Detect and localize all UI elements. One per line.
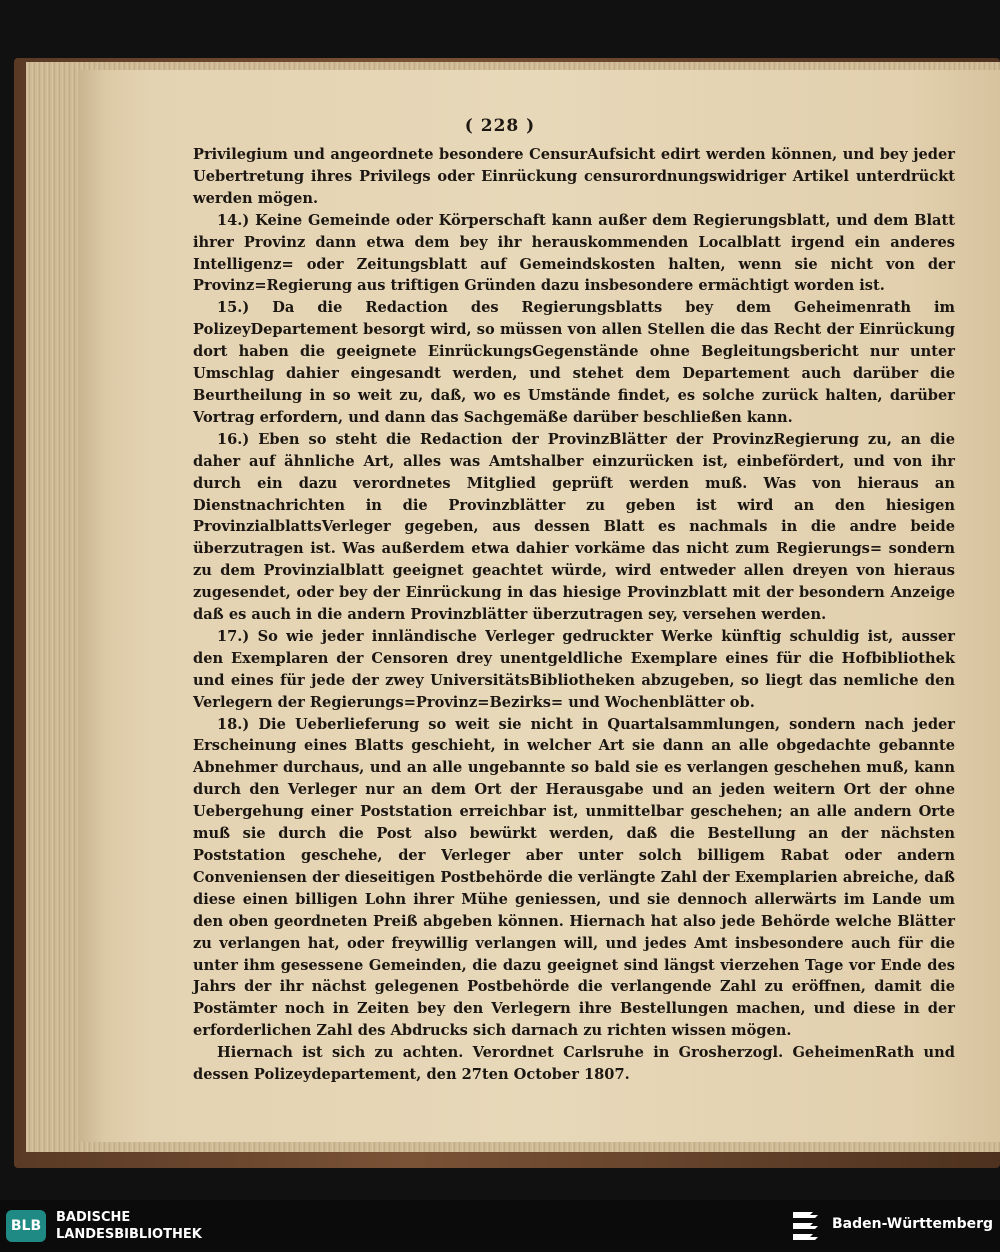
baden-wuerttemberg-label[interactable]: Baden-Württemberg <box>832 1216 994 1232</box>
paragraph-17: 17.) So wie jeder innländische Verleger gedruckter Werke künftig schuldig ist, ausser den Exemplaren der Censoren drey unentgeldliche Exemplare eines für die Hofbibliothek und eines für jede der zwey UniversitätsBibliotheken abzugeben, so liegt das nemliche den Verlegern der Regierungs=Provinz=Bezirks= und Wochenblätter ob. <box>193 627 955 711</box>
page-number: ( 228 ) <box>464 116 536 136</box>
paragraph-16: 16.) Eben so steht die Redaction der ProvinzBlätter der ProvinzRegierung zu, an die daher auf ähnliche Art, alles was Amtshalber einzurücken ist, einbefördert, und von ihr durch ein dazu verordnetes Mitglied geprüft werden muß. Was von hieraus an Dienstnachrichten in die Provinzblätter zu geben ist wird an den hiesigen ProvinzialblattsVerleger gegeben, aus dessen Blatt es nachmals in die andre beide überzutragen ist. Was außerdem etwa dahier vorkäme das nicht zum Regierungs= sondern zu dem Provinzialblatt geeignet geachtet würde, wird entweder allen dreyen von hieraus zugesendet, oder bey der Einrückung in das hiesige Provinzblatt mit der besondern Anzeige daß es auch in die andern Provinzblätter überzutragen sey, versehen werden. <box>193 430 955 624</box>
page-text <box>193 144 955 1086</box>
paragraph-14: 14.) Keine Gemeinde oder Körperschaft kann außer dem Regierungsblatt, und dem Blatt ihrer Provinz dann etwa dem bey ihr herauskommenden Localblatt irgend ein anderes Intelligenz= oder Zeitungsblatt auf Gemeindskosten halten, wenn sie nicht von der Provinz=Regierung aus triftigen Gründen dazu insbesondere ermächtigt worden ist. <box>193 211 955 295</box>
paragraph-continuation: Privilegium und angeordnete besondere CensurAufsicht edirt werden können, und bey jeder Uebertretung ihres Privilegs oder Einrückung censurordnungswidriger Artikel unterdrückt werden mögen. <box>193 146 955 207</box>
blb-name-line2: LANDESBIBLIOTHEK <box>56 1227 202 1242</box>
paragraph-15: 15.) Da die Redaction des Regierungsblatts bey dem Geheimenrath im PolizeyDepartement besorgt wird, so müssen von allen Stellen die das Recht der Einrückung dort haben die geeignete EinrückungsGegenstände ohne Begleitungsbericht nur unter Umschlag dahier eingesandt werden, und stehet dem Departement auch darüber die Beurtheilung in so weit zu, daß, wo es Umstände findet, es solche zurück halten, darüber Vortrag erfordern, und dann das Sachgemäße darüber beschließen kann. <box>193 299 955 426</box>
closing-paragraph: Hiernach ist sich zu achten. Verordnet Carlsruhe in Grosherzogl. GeheimenRath und dessen Polizeydepartement, den 27ten October 1807. <box>193 1044 955 1084</box>
three-lions-coat-of-arms-icon[interactable] <box>790 1208 822 1244</box>
blb-logo[interactable]: BLB <box>6 1210 46 1242</box>
paragraph-18: 18.) Die Ueberlieferung so weit sie nicht in Quartalsammlungen, sondern nach jeder Erscheinung eines Blatts geschieht, in welcher Art sie dann an alle obgedachte gebannte Abnehmer durchaus, und an alle ungebannte so bald sie es verlangen geschehen muß, kann durch den Verleger nur an dem Ort der Herausgabe und an jeden weitern Ort der ohne Uebergehung einer Poststation erreichbar ist, unmittelbar geschehen; an alle andern Orte muß sie durch die Post also bewürkt werden, daß die Bestellung an der nächsten Poststation geschehe, der Verleger aber unter solch billigem Rabat oder andern Conveniensen der dieseitigen Postbehörde die verlängte Zahl der Exemplarien abreiche, daß diese einen billigen Lohn ihrer Mühe geniessen, und sie dennoch allerwärts im Lande um den oben geordneten Preiß abgeben können. Hiernach hat also jede Behörde welche Blätter zu verlangen hat, oder freywillig verlangen will, und jedes Amt insbesondere auch für die unter ihm gesessene Gemeinden, die dazu geeignet sind längst vierzehen Tage vor Ende des Jahrs der ihr nächst gelegenen Postbehörde die verlangende Zahl zu eröffnen, damit die Postämter noch in Zeiten bey den Verlegern ihre Bestellungen machen, und diese in der erforderlichen Zahl des Abdrucks sich darnach zu richten wissen mögen. <box>193 715 955 1040</box>
blb-library-name[interactable] <box>56 1209 202 1243</box>
blb-name-line1: BADISCHE <box>56 1210 131 1225</box>
footer-bar <box>0 1200 1000 1252</box>
